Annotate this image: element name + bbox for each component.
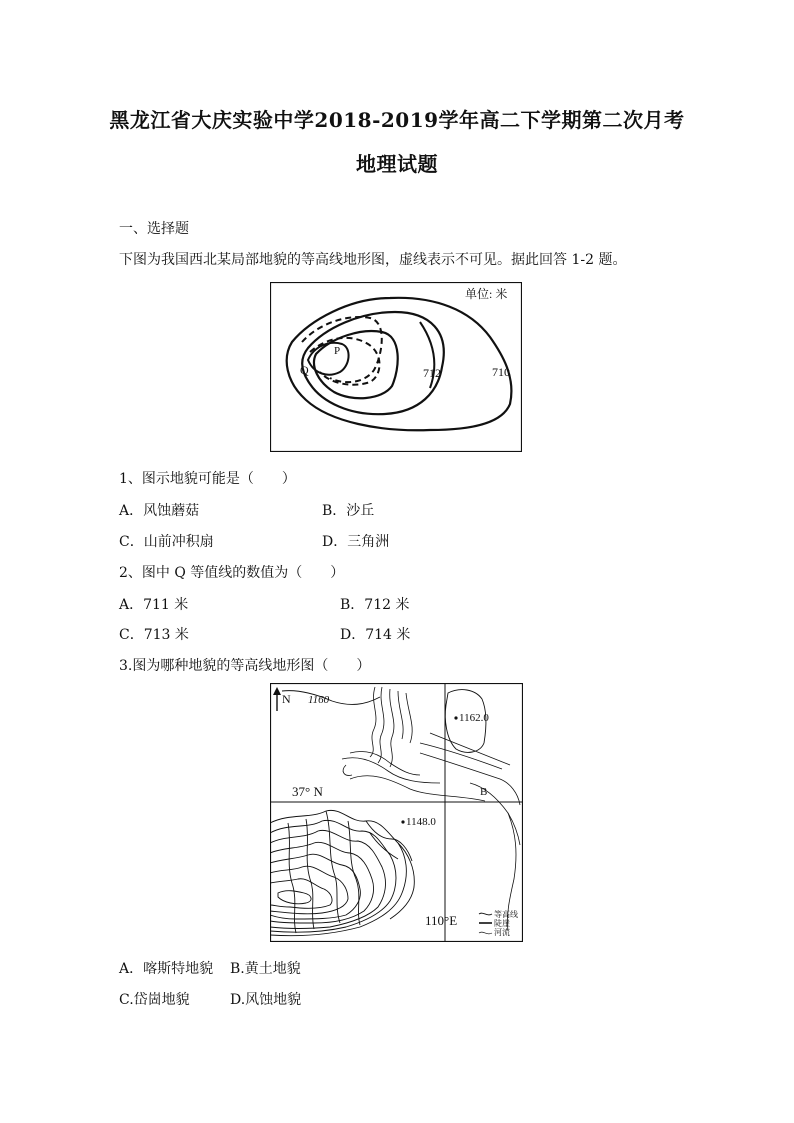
spot-1148-label: 1148.0 (406, 816, 436, 828)
figure-contour-map-loess (270, 683, 523, 942)
point-b-label: B (480, 786, 488, 798)
contour-1160-label: 1160 (308, 694, 330, 706)
question-3-stem: 3.图为哪种地貌的等高线地形图（ ） (119, 658, 371, 674)
north-label: N (282, 692, 291, 706)
contour-map-svg (270, 282, 522, 452)
q2-option-b: B．712 米 (340, 597, 410, 613)
point-q-label: Q (300, 363, 309, 377)
latitude-label: 37° N (292, 784, 323, 799)
map-legend (479, 909, 518, 937)
q3-option-a: A．喀斯特地貌 (119, 961, 214, 977)
question-1-stem: 1、图示地貌可能是（ ） (119, 471, 296, 487)
longitude-label: 110°E (425, 913, 458, 928)
q1-option-c: C．山前冲积扇 (119, 534, 214, 550)
q2-option-d: D．714 米 (340, 627, 411, 643)
page-title-line1: 黑龙江省大庆实验中学2018-2019学年高二下学期第二次月考 (109, 108, 685, 132)
point-p-label: P (334, 345, 341, 357)
q2-option-c: C．713 米 (119, 627, 189, 643)
spot-1162-label: 1162.0 (459, 712, 489, 724)
section-heading: 一、选择题 (119, 221, 189, 237)
q3-option-b: B.黄土地貌 (230, 961, 301, 977)
intro-text: 下图为我国西北某局部地貌的等高线地形图，虚线表示不可见。据此回答 1-2 题。 (119, 252, 627, 268)
q3-option-c: C.岱崮地貌 (119, 992, 190, 1008)
q1-option-a: A．风蚀蘑菇 (119, 503, 200, 519)
question-2-stem: 2、图中 Q 等值线的数值为（ ） (119, 565, 345, 581)
legend-river: 河流 (494, 928, 510, 937)
contour-710-label: 710 (492, 365, 510, 379)
q3-option-d: D.风蚀地貌 (230, 992, 302, 1008)
unit-label: 单位: 米 (465, 287, 508, 301)
legend-contour: 等高线 (494, 910, 518, 919)
q1-option-b: B．沙丘 (322, 503, 375, 519)
legend-cliff: 陡崖 (494, 919, 510, 928)
loess-map-svg (270, 683, 523, 942)
contour-712-label: 712 (423, 366, 441, 380)
q2-option-a: A．711 米 (119, 597, 189, 613)
figure-contour-map-dune (270, 282, 522, 452)
q1-option-d: D．三角洲 (322, 534, 390, 550)
page-title-line2: 地理试题 (356, 152, 438, 176)
